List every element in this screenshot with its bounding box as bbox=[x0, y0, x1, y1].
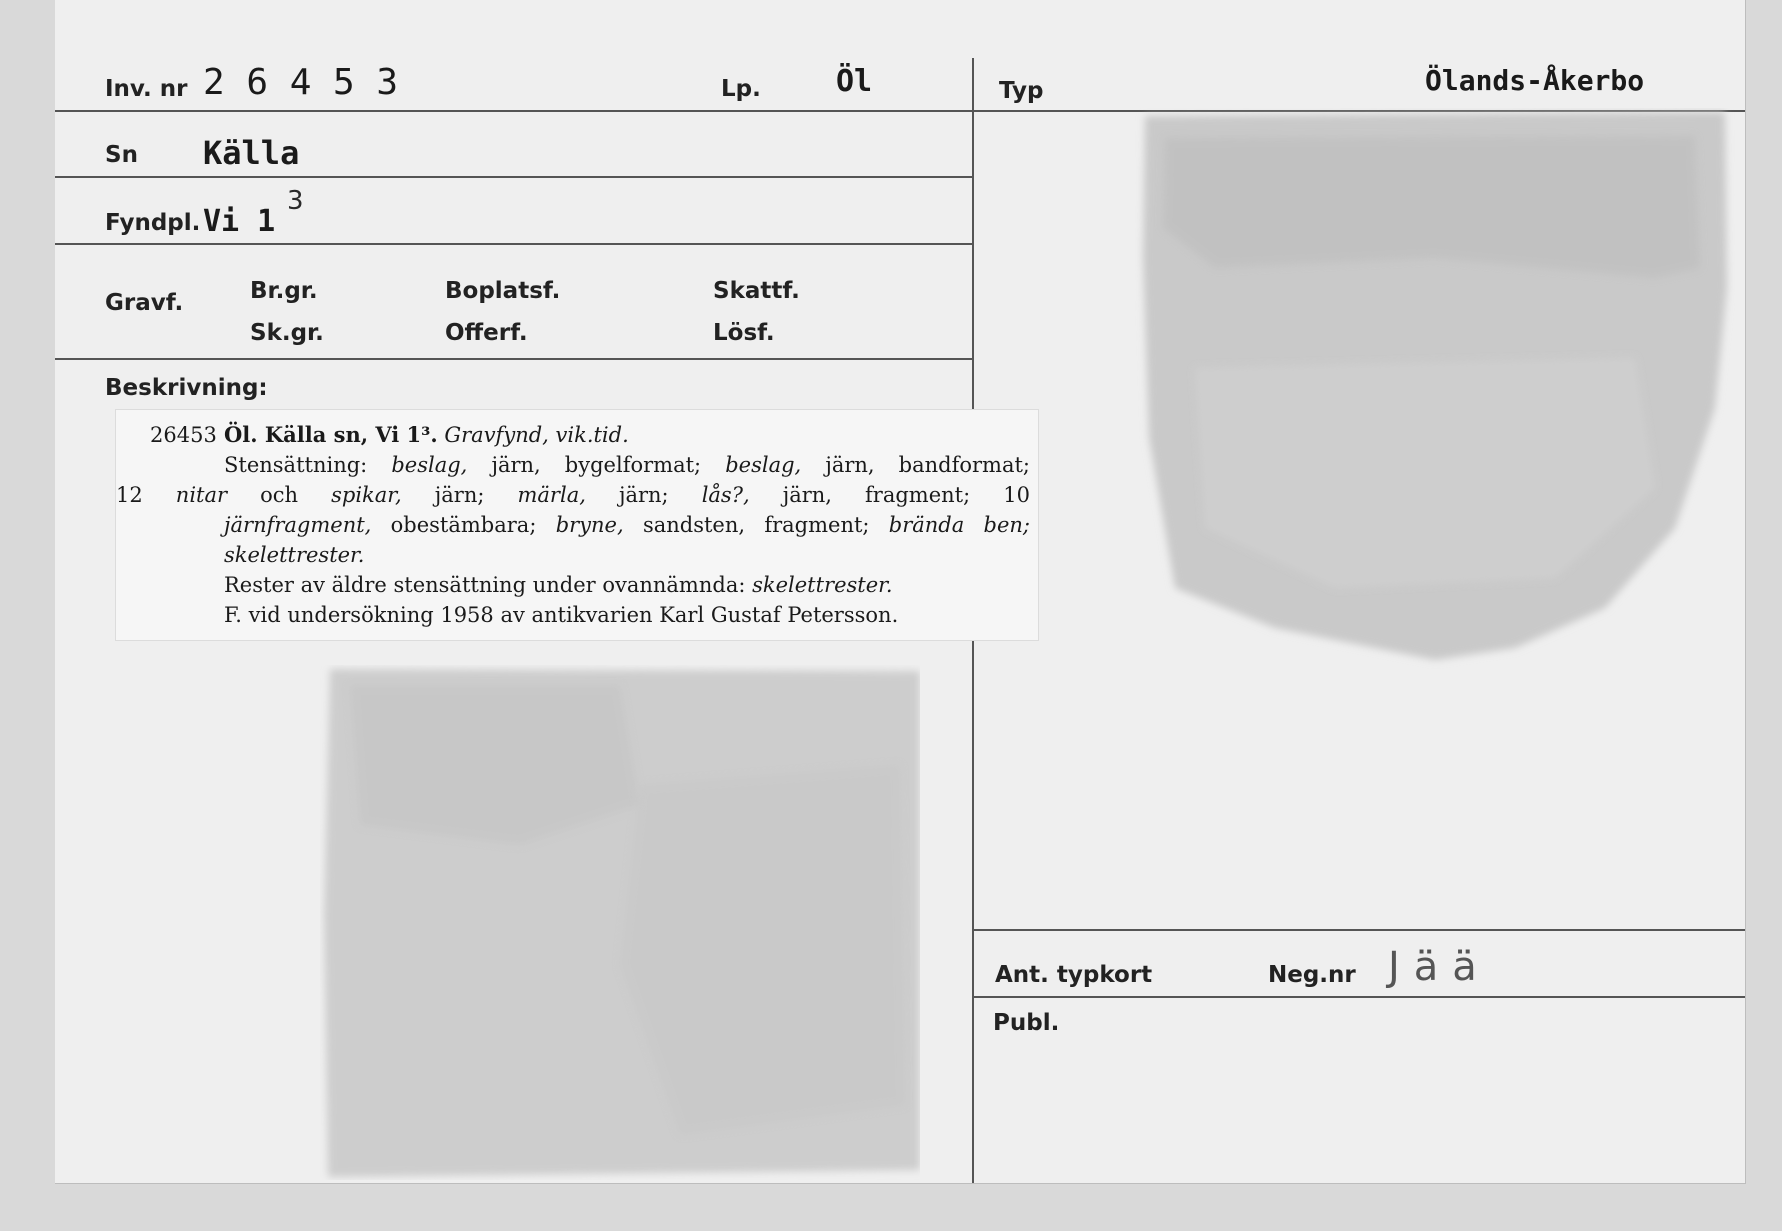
typ-value: Ölands-Åkerbo bbox=[1425, 64, 1645, 97]
description-line-3 bbox=[116, 480, 1030, 510]
description-line-6 bbox=[224, 570, 1030, 600]
desc-frag: skelettrester. bbox=[224, 543, 365, 567]
desc-frag: spikar, bbox=[331, 483, 402, 507]
skattf-label: Skattf. bbox=[713, 278, 800, 304]
offerf-label: Offerf. bbox=[445, 320, 528, 346]
catalog-card bbox=[55, 0, 1746, 1184]
beskrivning-label: Beskrivning: bbox=[105, 375, 268, 401]
desc-frag: järn; bbox=[434, 483, 485, 507]
desc-frag: järn; bbox=[618, 483, 669, 507]
sn-value: Källa bbox=[203, 134, 300, 172]
description-slip bbox=[116, 410, 1038, 640]
inv-nr-value: 2 6 4 5 3 bbox=[203, 62, 399, 103]
description-line-4 bbox=[224, 510, 1030, 540]
desc-frag: sandsten, fragment; bbox=[642, 513, 870, 537]
sn-label: Sn bbox=[105, 142, 138, 168]
desc-frag: märla, bbox=[517, 483, 586, 507]
description-line-5 bbox=[224, 540, 1030, 570]
fyndpl-label: Fyndpl. bbox=[105, 210, 201, 236]
glue-stain-bottom-left bbox=[320, 665, 920, 1180]
description-heading: Öl. Källa sn, Vi 1³. bbox=[224, 422, 438, 447]
desc-frag: beslag, bbox=[391, 453, 468, 477]
rule-gravf bbox=[55, 358, 973, 360]
rule-typkort-top bbox=[974, 929, 1745, 931]
desc-frag: beslag, bbox=[725, 453, 802, 477]
typ-label: Typ bbox=[999, 78, 1044, 104]
ant-typkort-label: Ant. typkort bbox=[995, 962, 1153, 988]
publ-label: Publ. bbox=[993, 1010, 1060, 1036]
lp-value: Öl bbox=[836, 64, 873, 99]
rule-invnr bbox=[55, 110, 973, 112]
description-number: 26453 bbox=[150, 423, 217, 447]
description-line-2 bbox=[224, 450, 1030, 480]
desc-frag: lås?, bbox=[701, 483, 750, 507]
boplatsf-label: Boplatsf. bbox=[445, 278, 561, 304]
desc-frag: 12 bbox=[116, 483, 143, 507]
desc-frag: järnfragment, bbox=[224, 513, 372, 537]
desc-frag: järn, fragment; 10 bbox=[782, 483, 1030, 507]
lp-label: Lp. bbox=[721, 76, 761, 102]
desc-frag: bryne, bbox=[555, 513, 624, 537]
desc-frag: obestämbara; bbox=[390, 513, 537, 537]
desc-frag: nitar bbox=[175, 483, 228, 507]
fyndpl-value: Vi 1 bbox=[203, 204, 276, 239]
neg-nr-label: Neg.nr bbox=[1268, 962, 1356, 988]
glue-stain-top-right bbox=[1135, 108, 1735, 678]
rule-sn bbox=[55, 176, 973, 178]
desc-frag: järn, bygelformat; bbox=[491, 453, 702, 477]
desc-frag: F. vid undersökning 1958 av antikvarien Karl Gustaf Petersson. bbox=[224, 603, 899, 627]
brgr-label: Br.gr. bbox=[250, 278, 318, 304]
gravf-label: Gravf. bbox=[105, 290, 184, 316]
losf-label: Lösf. bbox=[713, 320, 775, 346]
description-period: Gravfynd, vik.tid. bbox=[444, 423, 629, 447]
skgr-label: Sk.gr. bbox=[250, 320, 324, 346]
inv-nr-label: Inv. nr bbox=[105, 76, 188, 102]
rule-fyndpl bbox=[55, 243, 973, 245]
desc-frag: skelettrester. bbox=[752, 573, 893, 597]
desc-frag: brända ben; bbox=[888, 513, 1030, 537]
neg-nr-value: Jää bbox=[1388, 944, 1491, 990]
desc-frag: Rester av äldre stensättning under ovannämnda: bbox=[224, 573, 746, 597]
desc-frag: Stensättning: bbox=[224, 453, 368, 477]
fyndpl-superscript: 3 bbox=[287, 186, 304, 216]
desc-frag: järn, bandformat; bbox=[825, 453, 1030, 477]
description-line-1 bbox=[224, 420, 1030, 450]
description-line-7 bbox=[224, 600, 1030, 630]
desc-frag: och bbox=[260, 483, 299, 507]
rule-typkort-bottom bbox=[974, 996, 1745, 998]
